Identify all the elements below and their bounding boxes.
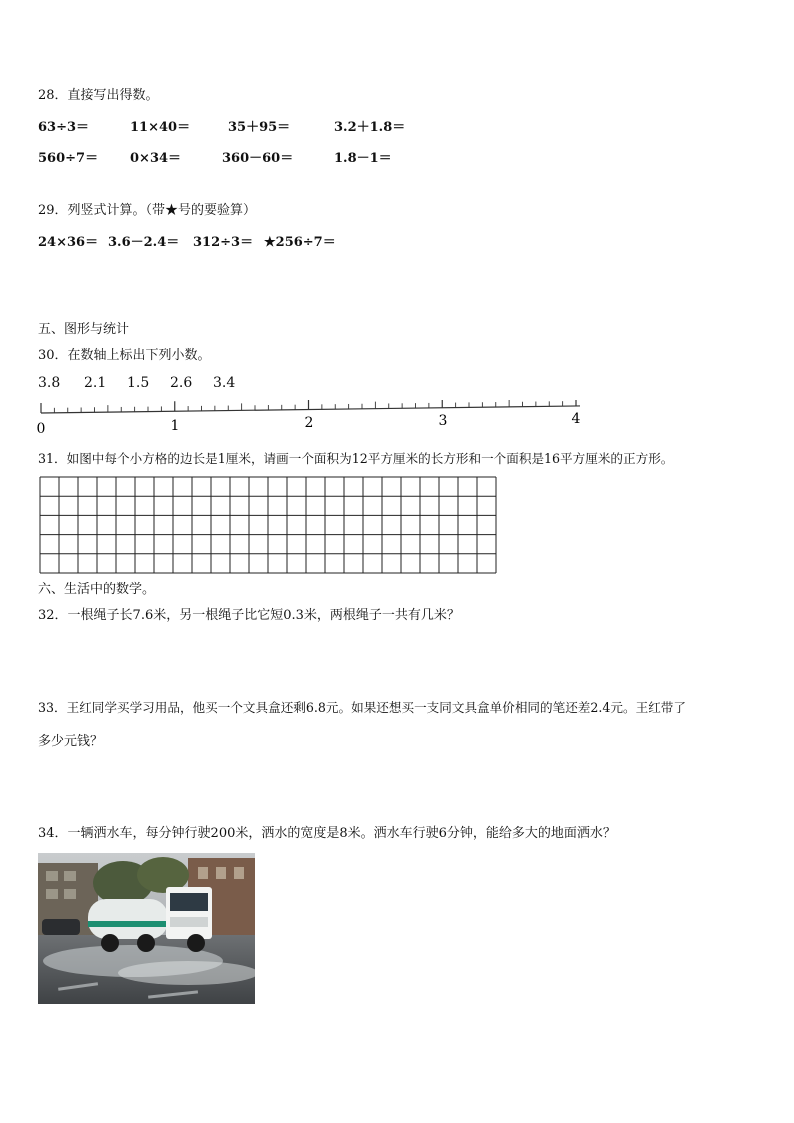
axis-label-0: 0	[36, 421, 46, 436]
section5-title: 五、图形与统计	[38, 322, 130, 337]
q33-line2: 多少元钱？	[38, 734, 104, 749]
q29-item-1: 24×36＝	[38, 235, 99, 250]
square-grid[interactable]	[39, 476, 497, 574]
number-line	[34, 400, 586, 436]
q29-item-2: 3.6－2.4＝	[108, 235, 180, 250]
q28-r2-c3: 360－60＝	[222, 151, 294, 166]
axis-label-2: 2	[304, 415, 314, 431]
q28-r1-c4: 3.2＋1.8＝	[334, 120, 406, 135]
axis-label-1: 1	[170, 418, 180, 434]
q28-r2-c1: 560÷7＝	[38, 151, 99, 166]
q30-decimal-1: 3.8	[38, 375, 61, 391]
q28-r1-c2: 11×40＝	[130, 120, 191, 135]
q30-decimal-4: 2.6	[170, 375, 193, 391]
q30-decimal-3: 1.5	[127, 375, 150, 391]
q33-line1: 33．王红同学买学习用品，他买一个文具盒还剩6.8元。如果还想买一支同文具盒单价相同的笔还差2.4元。王红带了	[38, 700, 686, 715]
axis-label-3: 3	[438, 413, 448, 429]
q30-decimal-5: 3.4	[213, 375, 236, 391]
q28-title: 28．直接写出得数。	[38, 88, 159, 103]
q28-r2-c2: 0×34＝	[130, 151, 182, 166]
q29-item-4: ★256÷7＝	[264, 235, 336, 250]
q32-title: 32．一根绳子长7.6米，另一根绳子比它短0.3米，两根绳子一共有几米？	[38, 608, 460, 623]
number-line-ticks	[41, 400, 580, 413]
axis-label-4: 4	[571, 411, 581, 427]
number-line-axis	[41, 406, 580, 413]
q30-decimal-2: 2.1	[84, 375, 107, 391]
q34-title: 34．一辆洒水车，每分钟行驶200米，洒水的宽度是8米。洒水车行驶6分钟，能给多大的地面洒水？	[38, 826, 616, 841]
q31-title: 31．如图中每个小方格的边长是1厘米，请画一个面积为12平方厘米的长方形和一个面积是16平方厘米的正方形。	[38, 451, 674, 466]
q30-title: 30．在数轴上标出下列小数。	[38, 348, 211, 363]
water-truck-photo	[38, 853, 255, 1004]
q28-r1-c1: 63÷3＝	[38, 120, 90, 135]
q29-item-3: 312÷3＝	[193, 235, 254, 250]
q28-r2-c4: 1.8－1＝	[334, 151, 392, 166]
q29-title: 29．列竖式计算。（带★号的要验算）	[38, 203, 257, 218]
section6-title: 六、生活中的数学。	[38, 582, 156, 597]
q28-r1-c3: 35＋95＝	[228, 120, 291, 135]
